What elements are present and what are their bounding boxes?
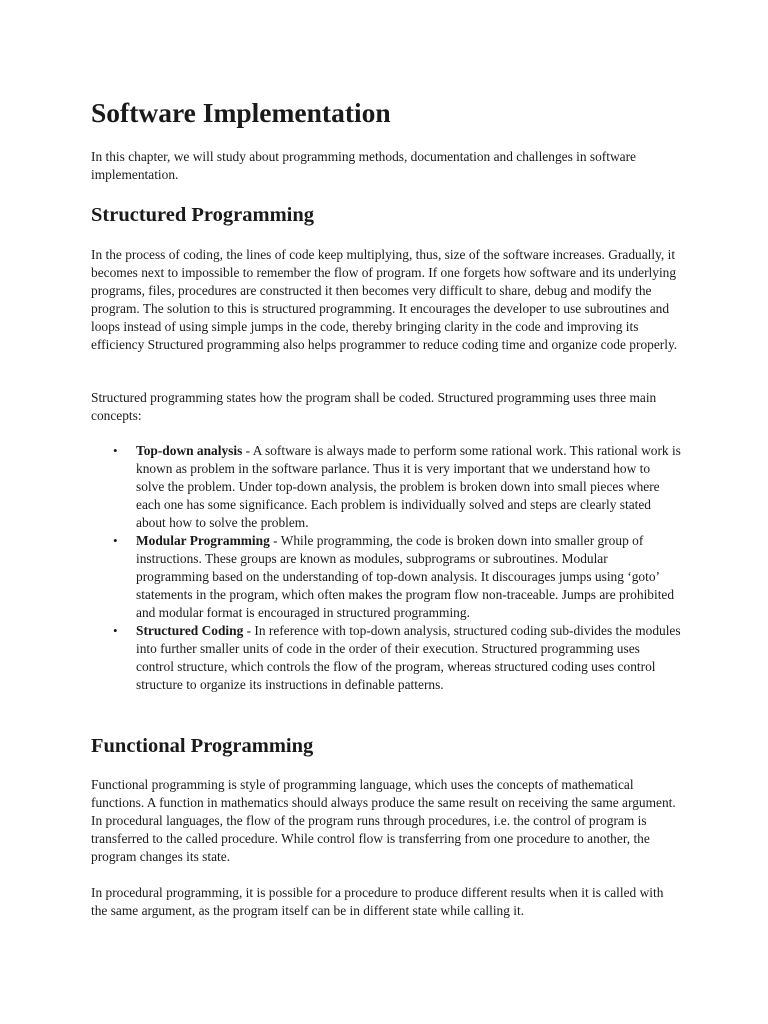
list-item [91,622,681,694]
list-item-term: Structured Coding [136,623,244,638]
bullet-icon: • [113,443,118,458]
list-item-text: - In reference with top-down analysis, structured coding sub-divides the modules into further smaller units of code in the order of their execution. Structured programming uses control structure, which controls the flow of the program, whereas structured coding uses control structure to organize its instructions in definable patterns. [136,623,681,692]
list-item [91,442,681,532]
functional-programming-paragraph-2: In procedural programming, it is possible for a procedure to produce different results when it is called with the same argument, as the program itself can be in different state while calling it. [91,885,664,918]
section-heading-structured-programming: Structured Programming [91,204,315,226]
structured-programming-paragraph-1: In the process of coding, the lines of code keep multiplying, thus, size of the software increases. Gradually, it becomes next to impossible to remember the flow of program. If one forgets how software and its underlying programs, files, procedures are constructed it then becomes very difficult to share, debug and modify the program. The solution to this is structured programming. It encourages the developer to use subroutines and loops instead of using simple jumps in the code, thereby bringing clarity in the code and improving its efficiency Structured programming also helps programmer to reduce coding time and organize code properly. [91,247,678,352]
intro-paragraph: In this chapter, we will study about programming methods, documentation and challenges in software implementation. [91,149,637,182]
list-item-term: Top-down analysis [136,443,243,458]
list-item-text: - While programming, the code is broken down into smaller group of instructions. These groups are known as modules, subprograms or subroutines. Modular programming based on the understanding of top-down analysis. It discourages jumps using ‘goto’ statements in the program, which often makes the program flow non-traceable. Jumps are prohibited and modular format is encouraged in structured programming. [136,533,675,620]
bullet-icon: • [113,623,118,638]
list-item-text: - A software is always made to perform some rational work. This rational work is known as problem in the software parlance. Thus it is very important that we understand how to solve the problem. Under top-down analysis, the problem is broken down into small pieces where each one has some significance. Each problem is individually solved and steps are clearly stated about how to solve the problem. [136,443,681,530]
section-heading-functional-programming: Functional Programming [91,735,314,757]
list-item [91,532,681,622]
functional-programming-paragraph-1: Functional programming is style of programming language, which uses the concepts of mathematical functions. A function in mathematics should always produce the same result on receiving the same argument. In procedural languages, the flow of the program runs through procedures, i.e. the control of program is transferred to the called procedure. While control flow is transferring from one procedure to another, the program changes its state. [91,777,676,864]
structured-programming-paragraph-2: Structured programming states how the program shall be coded. Structured programming uses three main concepts: [91,390,657,423]
concepts-list [91,442,681,694]
list-item-term: Modular Programming [136,533,270,548]
page-title: Software Implementation [91,97,391,128]
bullet-icon: • [113,533,118,548]
